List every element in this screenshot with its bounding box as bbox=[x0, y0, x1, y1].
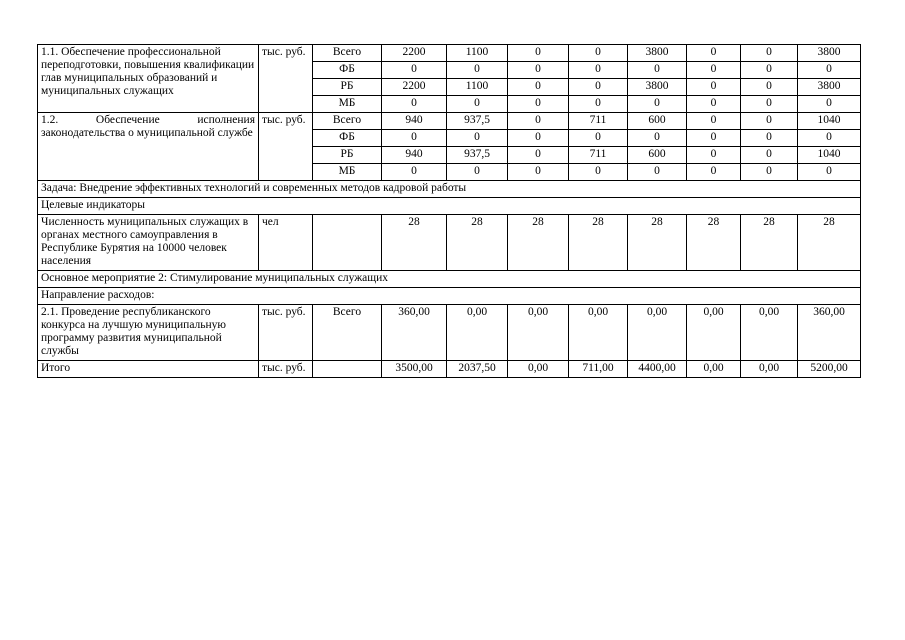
value-cell: 600 bbox=[628, 147, 687, 164]
value-cell: 0,00 bbox=[508, 305, 569, 361]
value-cell: 711 bbox=[569, 113, 628, 130]
value-cell: 2200 bbox=[382, 79, 447, 96]
value-cell: 0 bbox=[741, 62, 798, 79]
value-cell: 0 bbox=[382, 62, 447, 79]
value-cell: 3500,00 bbox=[382, 361, 447, 378]
unit-cell: тыс. руб. bbox=[259, 45, 313, 113]
value-cell: 0 bbox=[508, 147, 569, 164]
value-cell: 28 bbox=[508, 215, 569, 271]
value-cell: 0,00 bbox=[628, 305, 687, 361]
value-cell: 1100 bbox=[447, 45, 508, 62]
funding-source-cell: РБ bbox=[313, 147, 382, 164]
value-cell: 28 bbox=[447, 215, 508, 271]
value-cell: 0 bbox=[382, 130, 447, 147]
funding-source-cell: ФБ bbox=[313, 130, 382, 147]
section-row bbox=[38, 288, 861, 305]
value-cell: 1040 bbox=[798, 113, 861, 130]
table-body bbox=[38, 45, 861, 378]
value-cell: 0 bbox=[687, 96, 741, 113]
funding-source-cell: Всего bbox=[313, 45, 382, 62]
value-cell: 0 bbox=[741, 113, 798, 130]
unit-cell: чел bbox=[259, 215, 313, 271]
value-cell: 1100 bbox=[447, 79, 508, 96]
value-cell: 0 bbox=[508, 45, 569, 62]
value-cell: 0 bbox=[569, 45, 628, 62]
value-cell: 360,00 bbox=[382, 305, 447, 361]
value-cell: 360,00 bbox=[798, 305, 861, 361]
unit-cell: тыс. руб. bbox=[259, 361, 313, 378]
activity-name-cell: Численность муниципальных служащих в органах местного самоуправления в Республике Бурятия на 10000 человек населения bbox=[38, 215, 259, 271]
value-cell: 3800 bbox=[798, 45, 861, 62]
section-row bbox=[38, 181, 861, 198]
funding-source-cell: Всего bbox=[313, 113, 382, 130]
value-cell: 0 bbox=[687, 45, 741, 62]
value-cell: 0 bbox=[628, 130, 687, 147]
value-cell: 28 bbox=[741, 215, 798, 271]
value-cell: 3800 bbox=[628, 45, 687, 62]
value-cell: 3800 bbox=[628, 79, 687, 96]
value-cell: 0 bbox=[687, 62, 741, 79]
value-cell: 0 bbox=[447, 96, 508, 113]
value-cell: 940 bbox=[382, 113, 447, 130]
section-heading-cell: Направление расходов: bbox=[38, 288, 861, 305]
value-cell: 0 bbox=[687, 130, 741, 147]
value-cell: 28 bbox=[569, 215, 628, 271]
value-cell: 711 bbox=[569, 147, 628, 164]
value-cell: 0 bbox=[382, 96, 447, 113]
activity-name-cell: 1.2. Обеспечение исполнения законодательства о муниципальной службе bbox=[38, 113, 259, 181]
value-cell: 0 bbox=[382, 164, 447, 181]
funding-source-cell: Всего bbox=[313, 305, 382, 361]
funding-source-cell: ФБ bbox=[313, 62, 382, 79]
table-row bbox=[38, 45, 861, 62]
funding-source-cell: РБ bbox=[313, 79, 382, 96]
value-cell: 0 bbox=[741, 79, 798, 96]
value-cell: 937,5 bbox=[447, 113, 508, 130]
value-cell: 28 bbox=[687, 215, 741, 271]
value-cell: 3800 bbox=[798, 79, 861, 96]
value-cell: 0,00 bbox=[741, 305, 798, 361]
funding-source-cell: МБ bbox=[313, 96, 382, 113]
value-cell: 0,00 bbox=[687, 305, 741, 361]
value-cell: 0 bbox=[741, 96, 798, 113]
value-cell: 28 bbox=[382, 215, 447, 271]
funding-source-cell bbox=[313, 215, 382, 271]
value-cell: 940 bbox=[382, 147, 447, 164]
value-cell: 0 bbox=[447, 130, 508, 147]
value-cell: 0 bbox=[798, 130, 861, 147]
section-heading-cell: Задача: Внедрение эффективных технологий и современных методов кадровой работы bbox=[38, 181, 861, 198]
value-cell: 0 bbox=[687, 79, 741, 96]
value-cell: 28 bbox=[628, 215, 687, 271]
value-cell: 0 bbox=[741, 45, 798, 62]
value-cell: 0 bbox=[508, 79, 569, 96]
value-cell: 0 bbox=[508, 164, 569, 181]
value-cell: 0 bbox=[569, 79, 628, 96]
unit-cell: тыс. руб. bbox=[259, 305, 313, 361]
value-cell: 0 bbox=[798, 62, 861, 79]
section-row bbox=[38, 271, 861, 288]
value-cell: 0 bbox=[741, 130, 798, 147]
value-cell: 0 bbox=[741, 164, 798, 181]
table-row bbox=[38, 113, 861, 130]
value-cell: 600 bbox=[628, 113, 687, 130]
value-cell: 0 bbox=[628, 96, 687, 113]
value-cell: 2037,50 bbox=[447, 361, 508, 378]
value-cell: 0 bbox=[569, 62, 628, 79]
funding-source-cell bbox=[313, 361, 382, 378]
budget-table bbox=[37, 44, 861, 378]
table-row bbox=[38, 215, 861, 271]
section-heading-cell: Целевые индикаторы bbox=[38, 198, 861, 215]
activity-name-cell: 2.1. Проведение республиканского конкурса на лучшую муниципальную программу развития муниципальной службы bbox=[38, 305, 259, 361]
unit-cell: тыс. руб. bbox=[259, 113, 313, 181]
value-cell: 0 bbox=[447, 62, 508, 79]
value-cell: 0 bbox=[508, 130, 569, 147]
value-cell: 1040 bbox=[798, 147, 861, 164]
section-heading-cell: Основное мероприятие 2: Стимулирование муниципальных служащих bbox=[38, 271, 861, 288]
value-cell: 0 bbox=[687, 113, 741, 130]
value-cell: 28 bbox=[798, 215, 861, 271]
value-cell: 0 bbox=[569, 130, 628, 147]
value-cell: 0 bbox=[628, 164, 687, 181]
section-row bbox=[38, 198, 861, 215]
value-cell: 0,00 bbox=[569, 305, 628, 361]
value-cell: 0 bbox=[508, 62, 569, 79]
table-row bbox=[38, 361, 861, 378]
activity-name-cell: Итого bbox=[38, 361, 259, 378]
value-cell: 0 bbox=[628, 62, 687, 79]
value-cell: 0 bbox=[569, 96, 628, 113]
value-cell: 937,5 bbox=[447, 147, 508, 164]
value-cell: 0,00 bbox=[687, 361, 741, 378]
value-cell: 4400,00 bbox=[628, 361, 687, 378]
table-row bbox=[38, 305, 861, 361]
activity-name-cell: 1.1. Обеспечение профессиональной переподготовки, повышения квалификации глав муниципальных образований и муниципальных служащих bbox=[38, 45, 259, 113]
value-cell: 711,00 bbox=[569, 361, 628, 378]
value-cell: 0 bbox=[687, 164, 741, 181]
value-cell: 0,00 bbox=[508, 361, 569, 378]
value-cell: 0,00 bbox=[741, 361, 798, 378]
value-cell: 0 bbox=[447, 164, 508, 181]
value-cell: 0 bbox=[741, 147, 798, 164]
value-cell: 0 bbox=[798, 164, 861, 181]
value-cell: 2200 bbox=[382, 45, 447, 62]
value-cell: 0 bbox=[508, 96, 569, 113]
value-cell: 0 bbox=[687, 147, 741, 164]
funding-source-cell: МБ bbox=[313, 164, 382, 181]
value-cell: 0,00 bbox=[447, 305, 508, 361]
value-cell: 0 bbox=[508, 113, 569, 130]
value-cell: 5200,00 bbox=[798, 361, 861, 378]
value-cell: 0 bbox=[798, 96, 861, 113]
value-cell: 0 bbox=[569, 164, 628, 181]
